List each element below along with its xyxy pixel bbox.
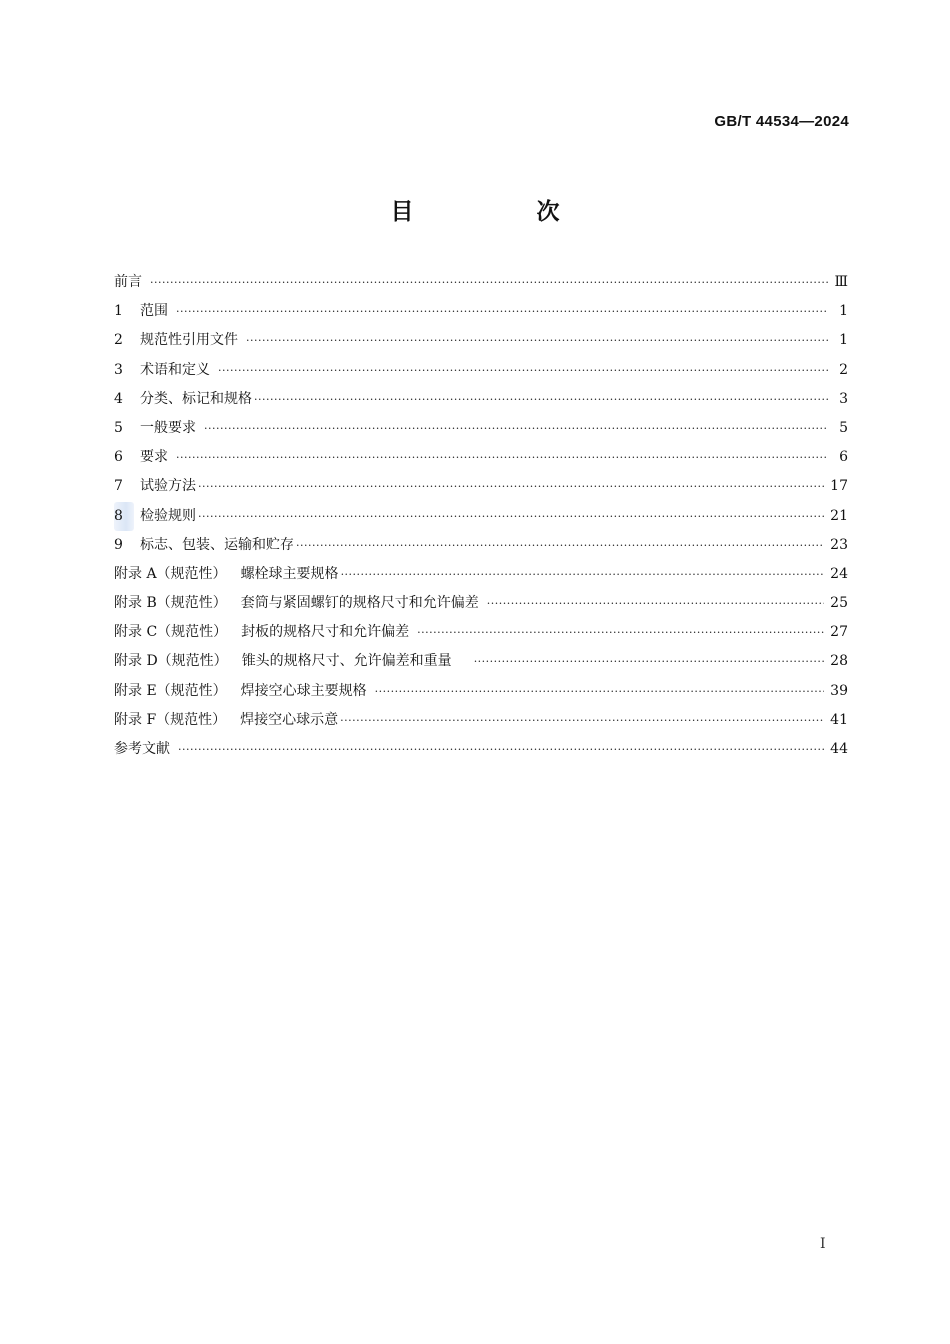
toc-entry-number: 5 (114, 419, 123, 436)
toc-entry-page: 25 (830, 595, 848, 612)
toc-entry-page: 2 (839, 361, 848, 378)
toc-entry-page: 5 (839, 419, 848, 436)
toc-entry-page: 39 (830, 682, 848, 699)
toc-entry-title: 一般要求 (140, 419, 196, 436)
toc-entry-number: 1 (114, 303, 123, 320)
toc-entry-title: 要求 (140, 449, 168, 466)
table-of-contents (114, 268, 848, 764)
toc-entry-page: 1 (839, 303, 848, 320)
toc-entry-annex-a[interactable] (114, 560, 848, 589)
toc-entry-title: 试验方法 (140, 478, 196, 495)
toc-leader (296, 531, 824, 560)
toc-entry-5[interactable] (114, 414, 848, 443)
toc-leader (375, 677, 825, 706)
toc-entry-annex-d[interactable] (114, 647, 848, 676)
toc-entry-title: 焊接空心球示意 (240, 711, 339, 728)
toc-entry-page: 1 (839, 332, 848, 349)
toc-entry-9[interactable] (114, 531, 848, 560)
toc-entry-page: 6 (839, 449, 848, 466)
toc-leader (176, 297, 828, 326)
toc-entry-1[interactable] (114, 297, 848, 326)
toc-entry-4[interactable] (114, 385, 848, 414)
toc-annex-label: 附录 F（规范性） (114, 711, 227, 728)
toc-leader (176, 443, 828, 472)
toc-entry-page: 24 (830, 565, 848, 582)
toc-entry-title: 标志、包装、运输和贮存 (140, 536, 294, 553)
toc-leader (204, 414, 828, 443)
toc-leader (198, 502, 824, 531)
toc-leader (487, 589, 824, 618)
toc-entry-annex-f[interactable] (114, 706, 848, 735)
toc-entry-title: 螺栓球主要规格 (240, 565, 339, 582)
toc-entry-annex-e[interactable] (114, 677, 848, 706)
toc-entry-title: 规范性引用文件 (140, 332, 238, 349)
toc-entry-number: 7 (114, 478, 123, 495)
toc-entry-annex-c[interactable] (114, 618, 848, 647)
standard-number: GB/T 44534—2024 (714, 113, 849, 130)
toc-entry-number-highlighted: 8 (114, 502, 134, 531)
toc-entry-title: 参考文献 (114, 741, 170, 757)
toc-leader (340, 706, 824, 735)
toc-entry-title: 范围 (140, 303, 168, 320)
toc-leader (417, 618, 824, 647)
toc-leader (198, 472, 824, 501)
toc-entry-number: 6 (114, 449, 123, 466)
toc-entry-page: 21 (830, 507, 848, 524)
toc-leader (341, 560, 825, 589)
toc-entry-number: 9 (114, 536, 123, 553)
toc-entry-page: 41 (830, 711, 848, 728)
toc-leader (474, 647, 824, 676)
toc-entry-title: 套筒与紧固螺钉的规格尺寸和允许偏差 (240, 595, 479, 612)
toc-entry-number: 2 (114, 332, 123, 349)
toc-entry-title: 焊接空心球主要规格 (240, 682, 367, 699)
toc-entry-page: 23 (830, 536, 848, 553)
toc-entry-6[interactable] (114, 443, 848, 472)
toc-entry-page: 27 (830, 624, 848, 641)
toc-entry-page: 28 (830, 653, 848, 670)
toc-entry-3[interactable] (114, 356, 848, 385)
toc-annex-label: 附录 C（规范性） (114, 624, 228, 641)
toc-entry-title: 分类、标记和规格 (140, 390, 252, 407)
toc-entry-annex-b[interactable] (114, 589, 848, 618)
toc-annex-label: 附录 D（规范性） (114, 653, 228, 670)
toc-entry-title: 前言 (114, 274, 142, 290)
toc-leader (246, 326, 828, 355)
toc-title: 目 次 (390, 199, 610, 225)
toc-entry-page: Ⅲ (834, 274, 848, 290)
toc-entry-7[interactable] (114, 472, 848, 501)
toc-leader (218, 356, 828, 385)
toc-entry-page: 3 (839, 390, 848, 407)
toc-entry-foreword[interactable] (114, 268, 848, 297)
page-number: I (820, 1236, 826, 1252)
toc-entry-number: 3 (114, 361, 123, 378)
toc-entry-page: 17 (830, 478, 848, 495)
toc-entry-2[interactable] (114, 326, 848, 355)
toc-entry-title: 锥头的规格尺寸、允许偏差和重量 (241, 653, 452, 670)
toc-leader (178, 735, 824, 764)
toc-entry-8[interactable] (114, 502, 848, 531)
toc-entry-title: 检验规则 (140, 507, 196, 524)
toc-entry-title: 术语和定义 (140, 361, 210, 378)
toc-entry-number: 4 (114, 390, 123, 407)
toc-entry-title: 封板的规格尺寸和允许偏差 (241, 624, 410, 641)
toc-leader (254, 385, 828, 414)
toc-entry-page: 44 (830, 741, 848, 757)
toc-annex-label: 附录 B（规范性） (114, 595, 227, 612)
toc-leader (150, 268, 828, 297)
toc-annex-label: 附录 A（规范性） (114, 565, 227, 582)
toc-entry-bibliography[interactable] (114, 735, 848, 764)
toc-annex-label: 附录 E（规范性） (114, 682, 227, 699)
